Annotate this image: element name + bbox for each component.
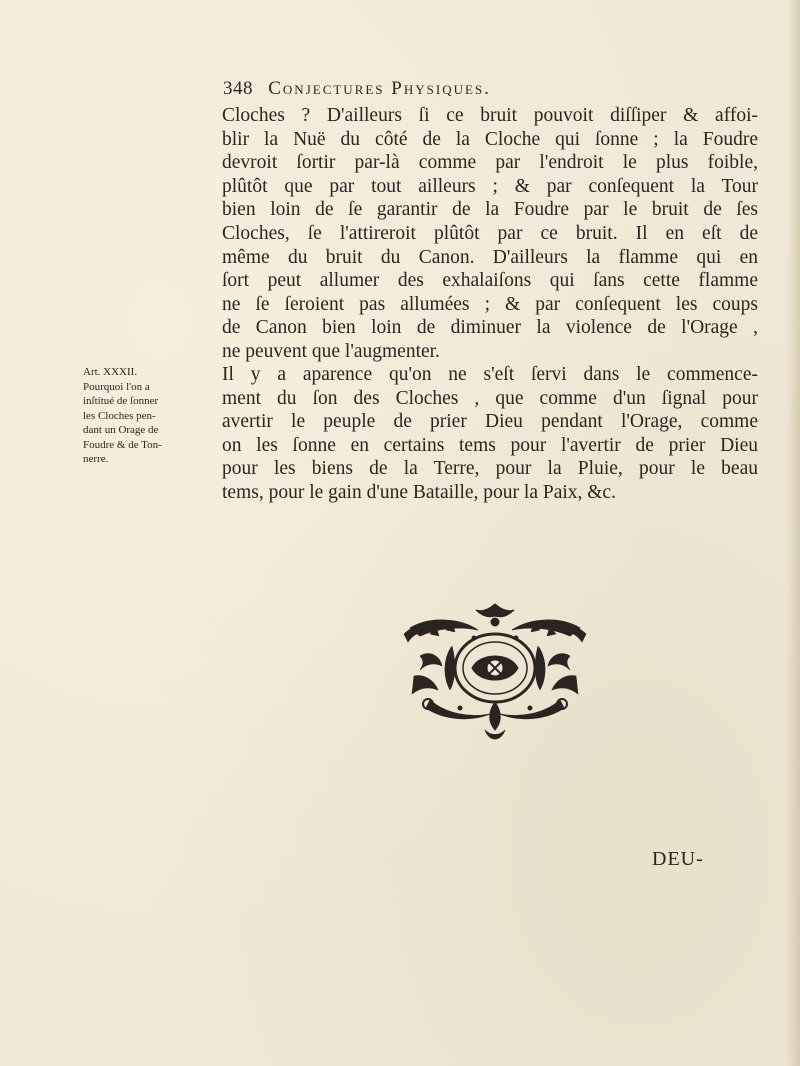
paragraph-2 <box>222 363 758 505</box>
margin-note-line: nerre. <box>83 453 109 465</box>
page-header <box>223 78 743 106</box>
text-line: Cloches ? D'ailleurs ſi ce bruit pouvoit diſſiper & affoi- <box>222 105 758 126</box>
text-line: ne peuvent que l'augmenter. <box>222 340 440 362</box>
text-line: pour les biens de la Terre, pour la Pluie, pour le beau <box>222 458 758 480</box>
text-line: ne ſe ſeroient pas allumées ; & par conſequent les coups <box>222 293 758 315</box>
text-line: ment du ſon des Cloches , que comme d'un ſignal pour <box>222 387 758 409</box>
margin-note-line: Foudre & de Ton- <box>83 438 162 451</box>
catchword: DEU- <box>652 848 704 870</box>
margin-note-line: Art. XXXII. <box>83 366 138 378</box>
margin-note-line: les Cloches pen- <box>83 409 156 422</box>
page-edge-shadow <box>786 0 800 1066</box>
text-line: devroit ſortir par-là comme par l'endroit le plus foible, <box>222 152 758 174</box>
text-line: ſort peut allumer des exhalaiſons qui ſans cette flamme <box>222 270 758 292</box>
floral-vignette-icon <box>390 596 600 746</box>
text-line: tems, pour le gain d'une Bataille, pour la Paix, &c. <box>222 481 616 503</box>
margin-note-line: dant un Orage de <box>83 424 159 436</box>
page-number: 348 <box>223 78 253 99</box>
text-line: de Canon bien loin de diminuer la violence de l'Orage , <box>222 317 758 339</box>
text-line: plûtôt que par tout ailleurs ; & par conſequent la Tour <box>222 175 758 197</box>
text-line: on les ſonne en certains tems pour l'avertir de prier Dieu <box>222 434 758 456</box>
running-title: Conjectures Physiques. <box>268 78 491 99</box>
margin-note-line: inſtitué de ſonner <box>83 395 159 407</box>
margin-note-line: Pourquoi l'on a <box>83 380 150 393</box>
text-line: avertir le peuple de prier Dieu pendant l'Orage, comme <box>222 411 758 433</box>
text-line: Cloches, ſe l'attireroit plûtôt par ce bruit. Il en eſt de <box>222 222 758 244</box>
text-line: Il y a aparence qu'on ne s'eſt ſervi dans le commence- <box>222 364 758 385</box>
text-line: même du bruit du Canon. D'ailleurs la flamme qui en <box>222 246 758 268</box>
paragraph-1 <box>222 104 758 364</box>
text-line: bien loin de ſe garantir de la Foudre par le bruit de ſes <box>222 199 758 221</box>
text-line: blir la Nuë du côté de la Cloche qui ſonne ; la Foudre <box>222 128 758 150</box>
marginal-note <box>83 365 215 467</box>
